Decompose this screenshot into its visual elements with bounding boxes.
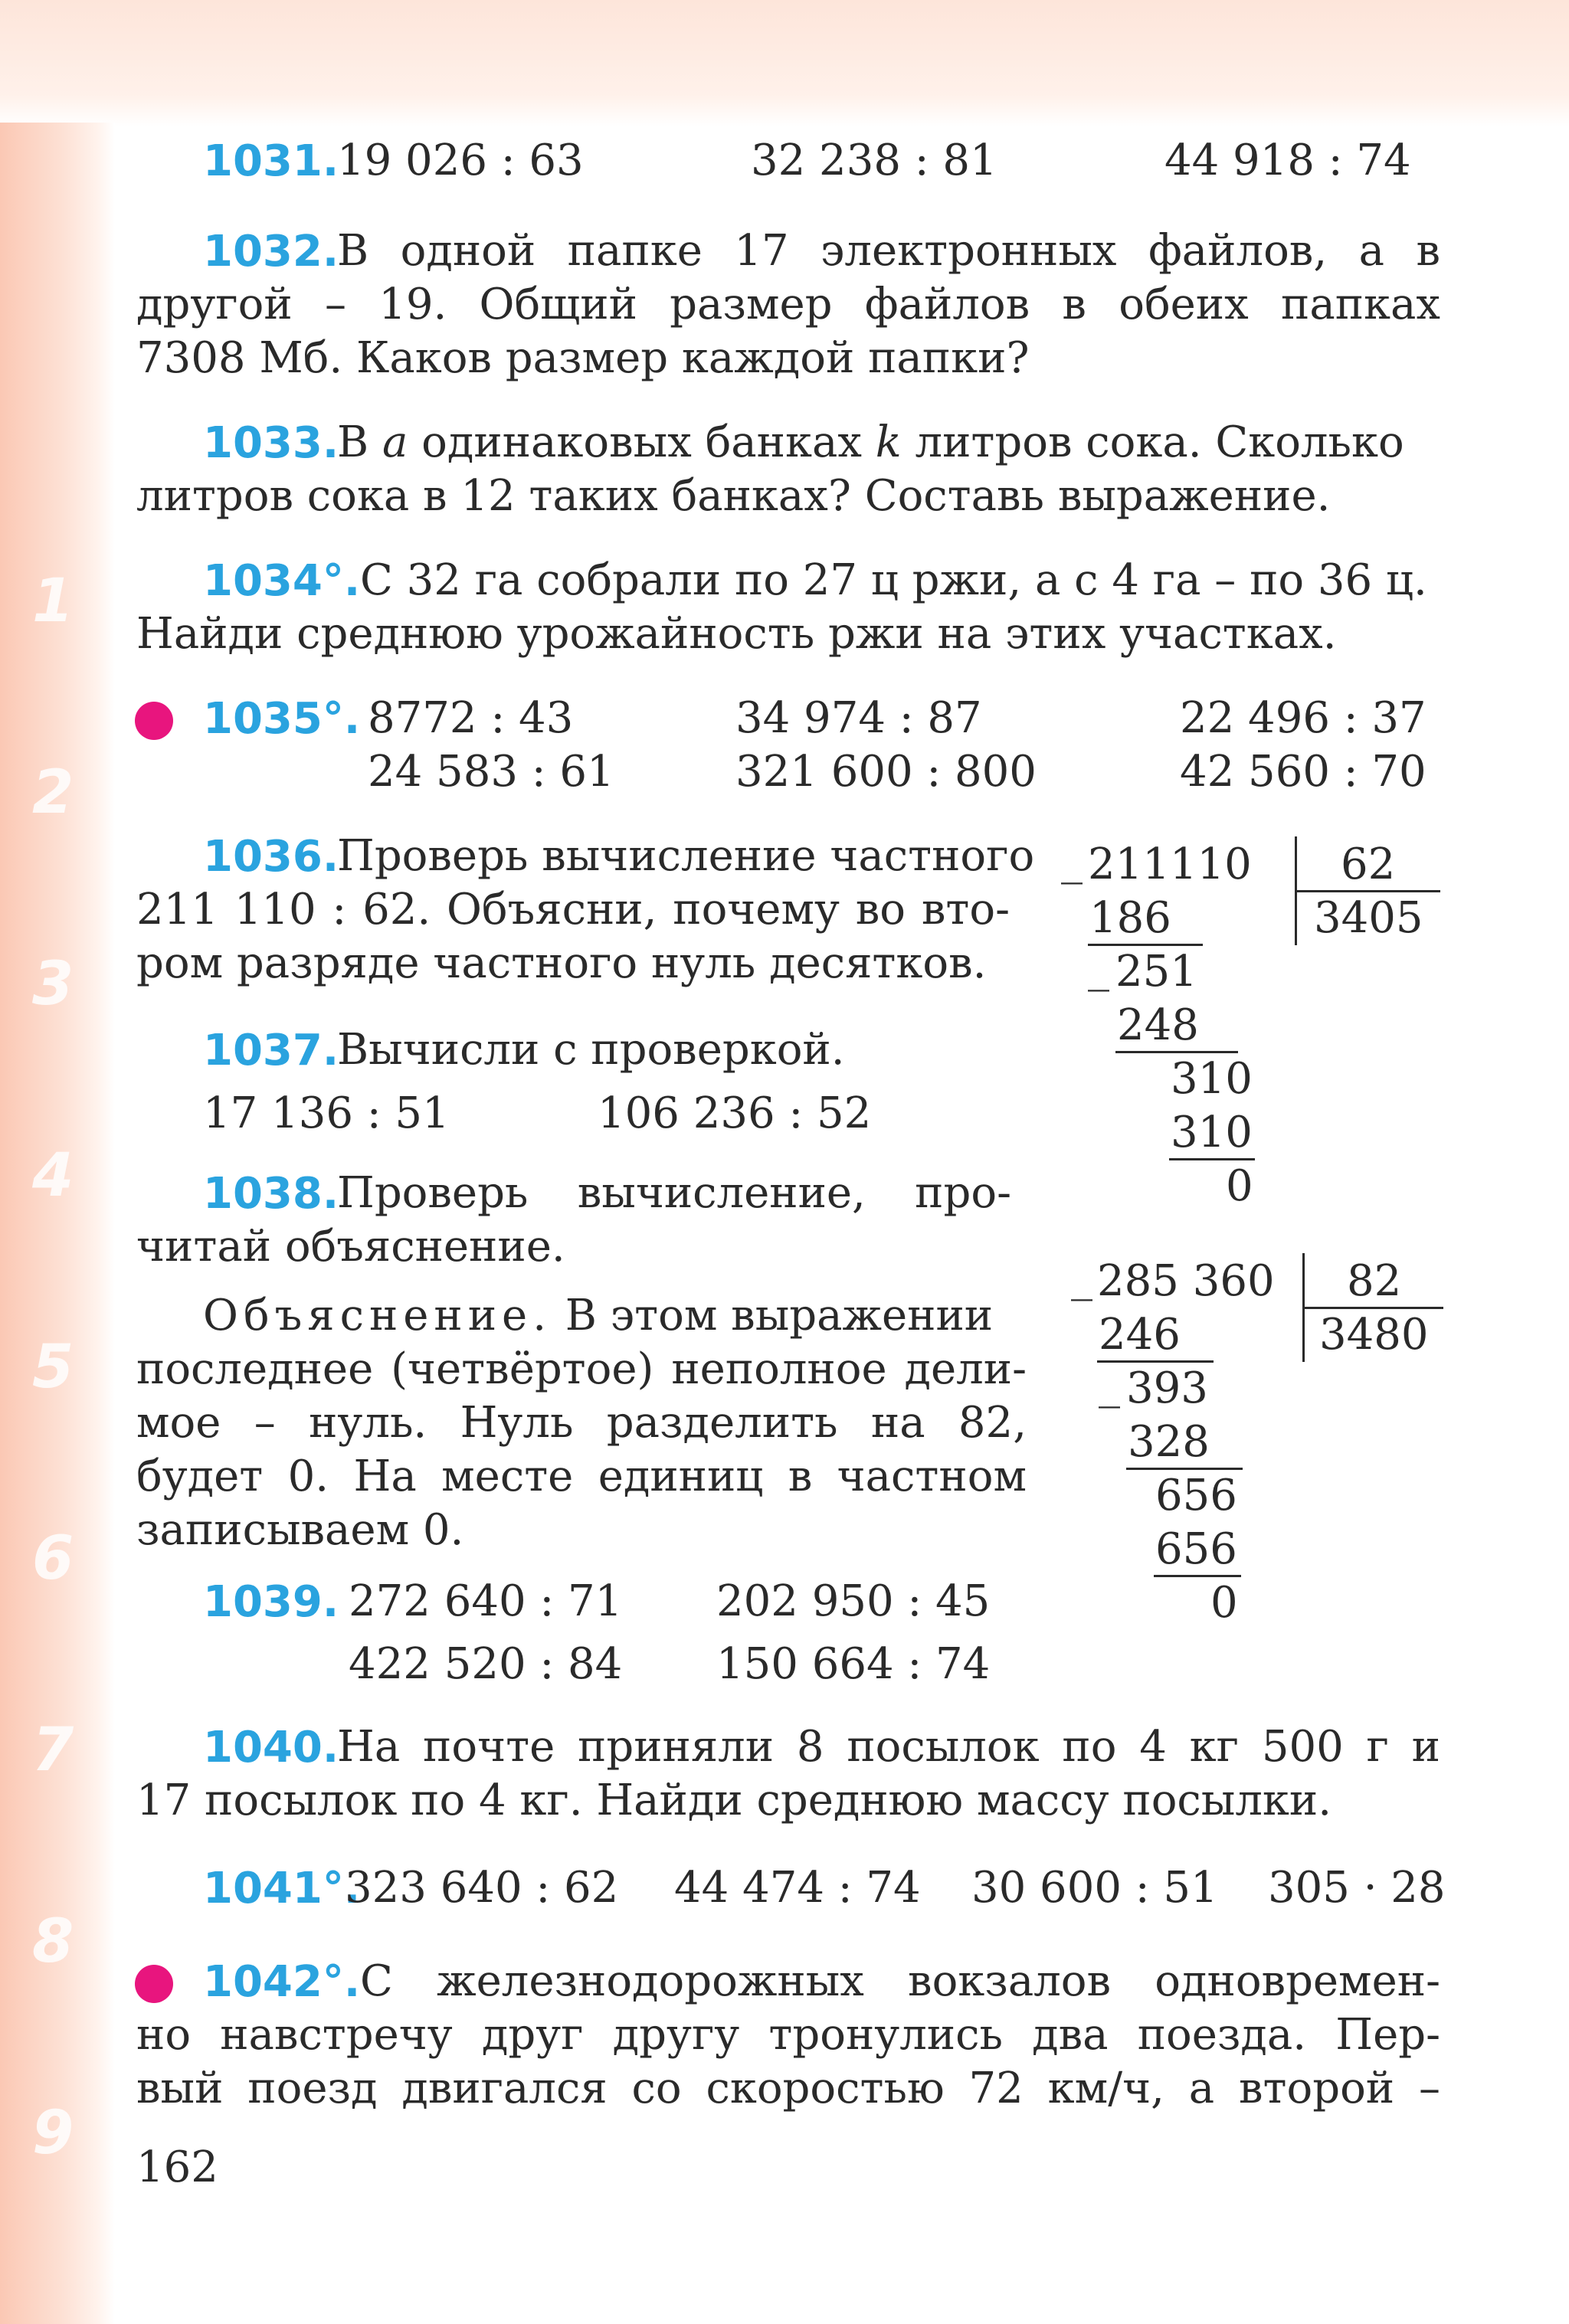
text-line: другой – 19. Общий размер файлов в обеих папках xyxy=(136,280,1440,329)
remainder: 251 xyxy=(1115,947,1197,997)
dividend: 285 360 xyxy=(1097,1256,1275,1306)
expression: 34 974 : 87 xyxy=(735,693,982,743)
sidebar-number: 6 xyxy=(32,1524,74,1593)
text-line: На почте приняли 8 посылок по 4 кг 500 г и xyxy=(337,1722,1440,1772)
text-line: мое – нуль. Нуль разделить на 82, xyxy=(136,1398,1027,1448)
minus-sign: _ xyxy=(1071,1252,1092,1301)
expression: 150 664 : 74 xyxy=(716,1639,991,1689)
subtrahend: 186 xyxy=(1089,893,1171,943)
text-line: будет 0. На месте единиц в частном xyxy=(136,1452,1027,1501)
expression: 106 236 : 52 xyxy=(598,1088,872,1138)
top-band xyxy=(0,0,1569,126)
quotient: 3405 xyxy=(1314,893,1423,943)
text-line: литров сока в 12 таких банках? Составь выражение. xyxy=(136,471,1331,521)
problem-number: 1038. xyxy=(203,1169,339,1219)
sidebar-number: 9 xyxy=(32,2099,74,2168)
text-line: 211 110 : 62. Объясни, почему во вто- xyxy=(136,885,1010,935)
problem-number: 1041°. xyxy=(203,1864,361,1913)
sidebar-number: 2 xyxy=(32,758,74,827)
expression: 323 640 : 62 xyxy=(345,1863,619,1913)
sidebar-number: 4 xyxy=(32,1141,74,1210)
divisor: 62 xyxy=(1341,840,1396,889)
minus-sign: _ xyxy=(1088,942,1109,992)
text-line xyxy=(203,1289,993,1343)
bullet-dot xyxy=(135,702,173,740)
sidebar-number: 8 xyxy=(32,1907,74,1976)
text-line: Вычисли с проверкой. xyxy=(337,1025,845,1075)
text-line: но навстречу друг другу тронулись два поезда. Пер- xyxy=(136,2010,1440,2060)
bullet-dot xyxy=(135,1965,173,2003)
remainder: 0 xyxy=(1210,1578,1238,1628)
problem-number: 1035°. xyxy=(203,694,361,744)
subtrahend: 328 xyxy=(1128,1417,1210,1467)
text-line: В одной папке 17 электронных файлов, а в xyxy=(337,226,1440,276)
text: одинаковых банках xyxy=(408,417,876,467)
minus-sign: _ xyxy=(1099,1359,1120,1409)
text: В этом выражении xyxy=(552,1291,994,1340)
quotient: 3480 xyxy=(1319,1310,1429,1360)
text-line: ром разряде частного нуль десятков. xyxy=(136,938,987,988)
expression: 42 560 : 70 xyxy=(1180,747,1427,797)
divisor: 82 xyxy=(1347,1256,1402,1306)
text-line: Проверь вычисление, про- xyxy=(337,1168,1011,1218)
remainder: 656 xyxy=(1155,1471,1237,1520)
expression: 32 238 : 81 xyxy=(751,136,997,185)
expression: 422 520 : 84 xyxy=(349,1639,623,1689)
minus-sign: _ xyxy=(1061,835,1083,885)
subtrahend: 656 xyxy=(1155,1524,1237,1574)
expression: 305 · 28 xyxy=(1268,1863,1446,1913)
remainder: 0 xyxy=(1226,1161,1253,1211)
problem-number: 1036. xyxy=(203,832,339,882)
text-line: 17 посылок по 4 кг. Найди среднюю массу посылки. xyxy=(136,1776,1332,1825)
expression: 272 640 : 71 xyxy=(349,1576,623,1626)
expression: 8772 : 43 xyxy=(368,693,574,743)
problem-number: 1040. xyxy=(203,1723,339,1772)
text-line: 7308 Мб. Каков размер каждой папки? xyxy=(136,333,1030,383)
text-line: Проверь вычисление частного xyxy=(337,831,1035,881)
dividend: 211110 xyxy=(1088,840,1252,889)
text-line: читай объяснение. xyxy=(136,1222,565,1272)
problem-number: 1034°. xyxy=(203,556,361,606)
problem-number: 1037. xyxy=(203,1026,339,1075)
subtrahend: 248 xyxy=(1117,1000,1199,1050)
text-line: Найди среднюю урожайность ржи на этих участках. xyxy=(136,609,1337,659)
expression: 22 496 : 37 xyxy=(1180,693,1427,743)
expression: 24 583 : 61 xyxy=(368,747,614,797)
expression: 44 918 : 74 xyxy=(1164,136,1411,185)
subtrahend: 246 xyxy=(1099,1310,1181,1360)
remainder: 393 xyxy=(1126,1363,1208,1413)
text-line: С 32 га собрали по 27 ц ржи, а с 4 га – по 36 ц. xyxy=(360,555,1427,605)
expression: 17 136 : 51 xyxy=(203,1088,450,1138)
subtrahend: 310 xyxy=(1171,1108,1253,1157)
problem-number: 1033. xyxy=(203,418,339,468)
text: литров сока. Сколько xyxy=(901,417,1404,467)
variable-k: k xyxy=(875,417,902,467)
chapter-sidebar xyxy=(0,123,115,2324)
problem-number: 1039. xyxy=(203,1577,339,1627)
text-line: С железнодорожных вокзалов одновремен- xyxy=(360,1956,1440,2006)
text: В xyxy=(337,417,382,467)
remainder: 310 xyxy=(1171,1054,1253,1104)
text-line: вый поезд двигался со скоростью 72 км/ч, а второй – xyxy=(136,2064,1440,2113)
problem-number: 1032. xyxy=(203,227,339,277)
expression: 44 474 : 74 xyxy=(674,1863,921,1913)
page-number: 162 xyxy=(136,2142,218,2192)
explanation-label: Объяснение. xyxy=(203,1291,552,1340)
sidebar-number: 5 xyxy=(32,1333,74,1402)
text-line: записываем 0. xyxy=(136,1505,464,1555)
sidebar-number: 1 xyxy=(32,567,74,636)
expression: 321 600 : 800 xyxy=(735,747,1037,797)
problem-number: 1031. xyxy=(203,136,339,186)
expression: 19 026 : 63 xyxy=(337,136,584,185)
expression: 30 600 : 51 xyxy=(971,1863,1218,1913)
text-line xyxy=(337,416,1404,470)
sidebar-number: 3 xyxy=(32,950,74,1019)
sidebar-number: 7 xyxy=(32,1716,74,1785)
expression: 202 950 : 45 xyxy=(716,1576,991,1626)
text-line: последнее (четвёртое) неполное дели- xyxy=(136,1344,1027,1394)
problem-number: 1042°. xyxy=(203,1957,361,2007)
variable-a: a xyxy=(382,417,408,467)
